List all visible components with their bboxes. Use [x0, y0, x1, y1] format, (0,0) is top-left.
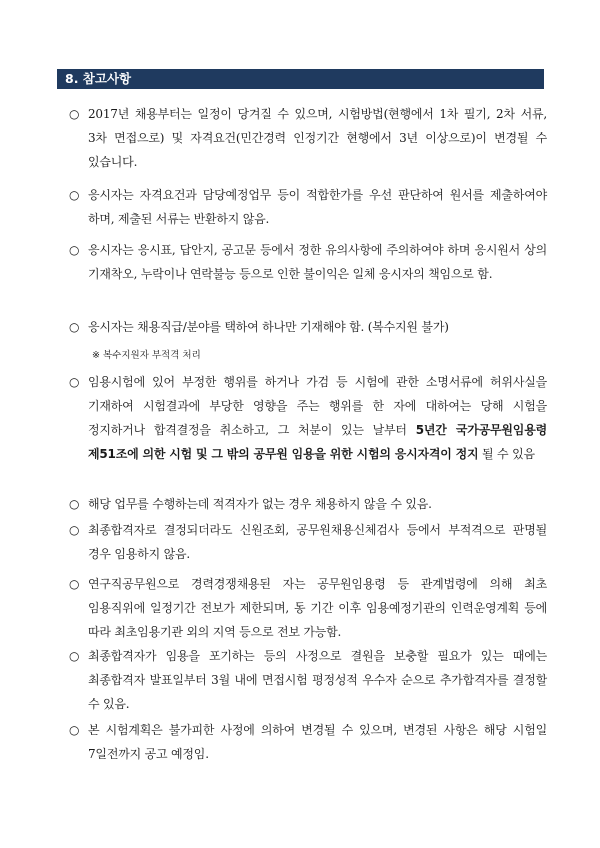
list-item [69, 572, 547, 644]
list-item [69, 644, 547, 716]
bullet-circle-icon: ○ [69, 107, 80, 121]
bullet-circle-icon: ○ [69, 375, 80, 389]
bullet-circle-icon: ○ [69, 577, 80, 591]
bullet-circle-icon: ○ [69, 723, 80, 737]
bullet-circle-icon: ○ [69, 243, 80, 257]
item-text-tail: 될 수 있음 [478, 447, 535, 461]
item-text-body: 임용시험에 있어 부정한 행위를 하거나 가검 등 시험에 관한 소명서류에 허위사실을 기재하여 시험결과에 부당한 영향을 주는 행위를 한 자에 대하여는 당해 시험을 정지하거나 합격결정을 취소하고, 그 처분이 있는 날부터 [88, 375, 547, 437]
list-item [69, 492, 547, 516]
bullet-circle-icon: ○ [69, 320, 80, 334]
list-item [69, 102, 547, 174]
note-duplicate-application: ※ 복수지원자 부적격 처리 [92, 350, 201, 361]
item-text: 해당 업무를 수행하는데 적격자가 없는 경우 채용하지 않을 수 있음. [88, 497, 432, 511]
item-text: 응시자는 채용직급/분야를 택하여 하나만 기재해야 함. (복수지원 불가) [88, 320, 449, 334]
list-item [69, 370, 547, 466]
item-text: 연구직공무원으로 경력경쟁채용된 자는 공무원임용령 등 관계법령에 의해 최초 임용직위에 일정기간 전보가 제한되며, 동 기간 이후 임용예정기관의 인력운영계획 등에 따라 최초임용기관 외의 지역 등으로 전보 가능함. [88, 577, 547, 639]
item-text: 2017년 채용부터는 일정이 당겨질 수 있으며, 시험방법(현행에서 1차 필기, 2차 서류, 3차 면접으로) 및 자격요건(민간경력 인정기간 현행에서 3년 이상으로)이 변경될 수 있습니다. [88, 107, 547, 169]
item-text: 최종합격자가 임용을 포기하는 등의 사정으로 결원을 보충할 필요가 있는 때에는 최종합격자 발표일부터 3월 내에 면접시험 평정성적 우수자 순으로 추가합격자를 결정할 수 있음. [88, 649, 547, 711]
list-item [69, 315, 547, 339]
item-text-emphasis: 5년간 국가공무원임용령 제51조에 의한 시험 및 그 밖의 공무원 임용을 위한 시험의 응시자격이 정지 [88, 423, 547, 461]
item-text: 본 시험계획은 불가피한 사정에 의하여 변경될 수 있으며, 변경된 사항은 해당 시험일 7일전까지 공고 예정임. [88, 723, 547, 761]
list-item [69, 183, 547, 231]
section-header [57, 69, 544, 89]
section-title: 8. 참고사항 [65, 71, 132, 86]
item-text: 응시자는 응시표, 답안지, 공고문 등에서 정한 유의사항에 주의하여야 하며 응시원서 상의 기재착오, 누락이나 연락불능 등으로 인한 불이익은 일체 응시자의 책임으로 함. [88, 243, 547, 281]
bullet-circle-icon: ○ [69, 523, 80, 537]
bullet-circle-icon: ○ [69, 649, 80, 663]
item-text: 최종합격자로 결정되더라도 신원조회, 공무원채용신체검사 등에서 부적격으로 판명될 경우 임용하지 않음. [88, 523, 547, 561]
item-text: 응시자는 자격요건과 담당예정업무 등이 적합한가를 우선 판단하여 원서를 제출하여야 하며, 제출된 서류는 반환하지 않음. [88, 188, 547, 226]
list-item [69, 518, 547, 566]
bullet-circle-icon: ○ [69, 497, 80, 511]
list-item [69, 238, 547, 286]
list-item [69, 718, 547, 766]
item-text [88, 370, 547, 466]
bullet-circle-icon: ○ [69, 188, 80, 202]
